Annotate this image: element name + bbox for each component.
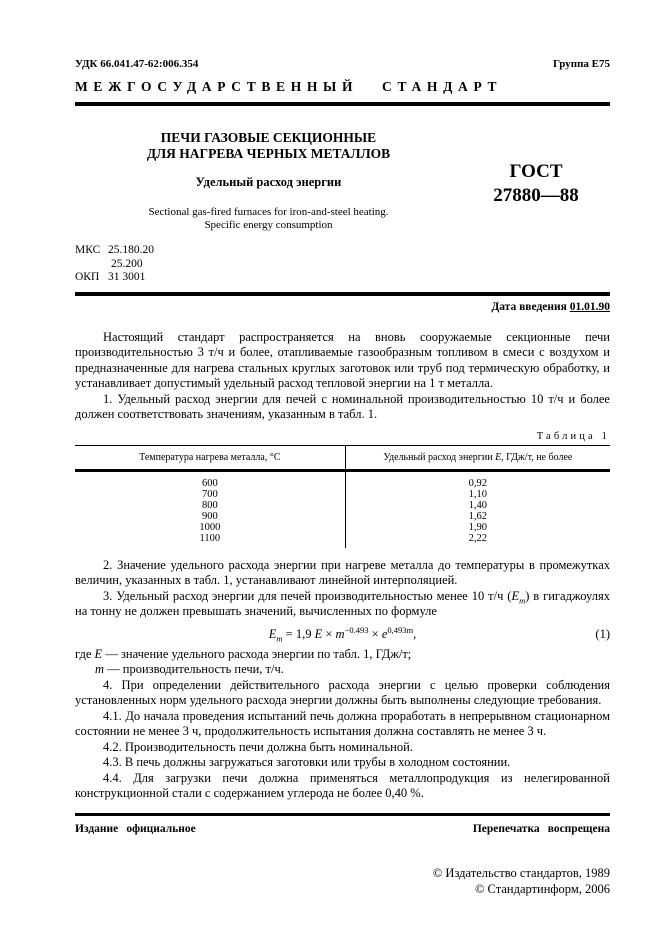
official-edition-label: Издание официальное	[75, 822, 196, 835]
document-title-line2: ДЛЯ НАГРЕВА ЧЕРНЫХ МЕТАЛЛОВ	[146, 146, 391, 161]
table-header-energy-var: E	[495, 451, 502, 463]
english-title	[75, 206, 462, 232]
gost-number: 27880—88	[493, 185, 579, 206]
formula-lhs-sub: m	[276, 633, 283, 643]
where-clause-E	[75, 647, 610, 663]
paragraph-3-text: 3. Удельный расход энергии для печей производительностью менее 10 т/ч (	[103, 588, 512, 603]
document-title-line1: ПЕЧИ ГАЗОВЫЕ СЕКЦИОННЫЕ	[160, 130, 377, 145]
formula-equals: = 1,9	[282, 626, 315, 641]
where-def-E: — значение удельного расхода энергии по табл. 1, ГДж/т;	[102, 646, 412, 661]
table-caption: Таблица 1	[536, 430, 610, 442]
cell-value: 1,10	[468, 488, 488, 500]
table-header-row	[75, 445, 610, 470]
formula-expression	[268, 624, 417, 643]
codes-divider	[75, 292, 610, 296]
footer-divider	[75, 813, 610, 816]
classification-codes	[75, 244, 610, 285]
paragraph-4-4: 4.4. Для загрузки печи должна применяться металлопродукция из нелегированной конструкционной стали с содержанием углерода не более 0,40 %.	[75, 770, 610, 800]
formula-e-base: e	[381, 626, 388, 641]
cell-temp: 700	[75, 489, 345, 500]
formula-1	[75, 624, 610, 643]
title-column	[75, 130, 462, 232]
table-row	[75, 511, 610, 522]
paragraph-1: 1. Удельный расход энергии для печей с номинальной производительностью 10 т/ч и более должен соответствовать значениям, указанным в табл. 1.	[75, 391, 610, 421]
cell-temp: 900	[75, 511, 345, 522]
gost-label: ГОСТ	[509, 161, 563, 182]
formula-lhs-var: E	[268, 626, 277, 641]
paragraph-3-text2: ) в гигаджоулях на тонну не должен превышать значений, вычисленных по формуле	[75, 588, 610, 618]
title-section	[75, 130, 610, 232]
where-var-E: E	[94, 646, 103, 661]
okp-label: ОКП	[75, 271, 100, 283]
mks-value1: 25.180.20	[108, 244, 154, 256]
table-header-temperature: Температура нагрева металла, °С	[75, 445, 345, 470]
introduction-date-label: Дата введения	[491, 300, 567, 313]
formula-m: m	[335, 626, 345, 641]
copyright-line1: © Издательство стандартов, 1989	[432, 865, 610, 880]
top-divider	[75, 102, 610, 106]
paragraph-4-2: 4.2. Производительность печи должна быть номинальной.	[103, 739, 413, 754]
paragraph-4-1: 4.1. До начала проведения испытаний печь должна проработать в непрерывном стационарном состоянии не менее 3 ч, продолжительность испытания должна составлять не менее 3 ч.	[75, 708, 610, 738]
table-row	[75, 533, 610, 548]
energy-consumption-table	[75, 445, 610, 548]
table-row	[75, 522, 610, 533]
reprint-prohibited-label: Перепечатка воспрещена	[472, 822, 610, 835]
where-def-m: — производительность печи, т/ч.	[104, 662, 284, 676]
udk-code: УДК 66.041.47-62:006.354	[75, 58, 199, 70]
paragraph-4-3: 4.3. В печь должны загружаться заготовки или трубы в холодном состоянии.	[103, 755, 511, 769]
cell-value: 1,62	[468, 510, 488, 522]
formula-times1: ×	[322, 626, 336, 641]
formula-e-exponent: 0,493m	[387, 624, 414, 635]
cell-value: 1,90	[468, 521, 488, 533]
cell-value: 0,92	[468, 477, 488, 489]
paragraph-intro: Настоящий стандарт распространяется на вновь сооружаемые секционные печи производительностью 3 т/ч и более, отапливаемые газообразным топливом в смеси с воздухом и предназначенные для нагрева стальных круглых заготовок или труб под термическую обработку, и устанавливает допустимый удельный расход тепловой энергии на 1 т металла.	[75, 329, 610, 390]
cell-value: 1,40	[468, 499, 488, 511]
table-header-energy-text: Удельный расход энергии	[383, 451, 496, 463]
english-title-line1: Sectional gas-fired furnaces for iron-and-steel heating.	[148, 206, 389, 218]
cell-value: 2,22	[468, 532, 488, 544]
okp-value: 31 3001	[108, 271, 146, 283]
document-subtitle: Удельный расход энергии	[195, 175, 342, 189]
mks-label: МКС	[75, 244, 101, 256]
cell-temp: 600	[75, 470, 345, 489]
where-prefix: где	[75, 646, 95, 661]
table-header-energy-units: , ГДж/т, не более	[501, 451, 573, 463]
table-row	[75, 470, 610, 489]
paragraph-4: 4. При определении действительного расхода энергии с целью проверки соблюдения установленных норм удельного расхода энергии должны быть выполнены следующие требования.	[75, 677, 610, 707]
udk-row	[75, 58, 610, 70]
where-clause-m	[75, 662, 610, 678]
copyright-line2: © Стандартинформ, 2006	[474, 881, 610, 896]
introduction-date	[75, 301, 610, 313]
table-header-energy	[345, 445, 610, 470]
introduction-date-value: 01.01.90	[569, 300, 610, 313]
paragraph-3-sub: m	[519, 595, 526, 605]
table-row	[75, 500, 610, 511]
cell-temp: 800	[75, 500, 345, 511]
formula-number: (1)	[595, 626, 610, 641]
english-title-line2: Specific energy consumption	[204, 219, 333, 231]
paragraph-3-var: E	[511, 588, 520, 603]
table-row	[75, 489, 610, 500]
mks-line2: 25.200	[111, 257, 143, 270]
where-var-m: m	[95, 662, 105, 676]
footer-row	[75, 823, 610, 835]
formula-m-exponent: −0.493	[344, 624, 369, 635]
paragraph-2: 2. Значение удельного расхода энергии при нагреве металла до температуры в промежутках величин, указанных в табл. 1, устанавливают линейной интерполяцией.	[75, 557, 610, 587]
cell-temp: 1000	[75, 522, 345, 533]
formula-comma: ,	[413, 626, 417, 641]
paragraph-3	[75, 589, 610, 620]
gost-designation	[462, 160, 610, 232]
group-code: Группа Е75	[552, 58, 610, 70]
formula-E: E	[314, 626, 323, 641]
standard-type-heading: МЕЖГОСУДАРСТВЕННЫЙ СТАНДАРТ	[75, 79, 503, 94]
cell-temp: 1100	[75, 533, 345, 548]
document-title	[75, 130, 462, 162]
formula-times2: ×	[368, 626, 382, 641]
copyright-block	[75, 865, 610, 897]
okp-line	[75, 271, 610, 285]
mks-line1	[75, 244, 610, 258]
